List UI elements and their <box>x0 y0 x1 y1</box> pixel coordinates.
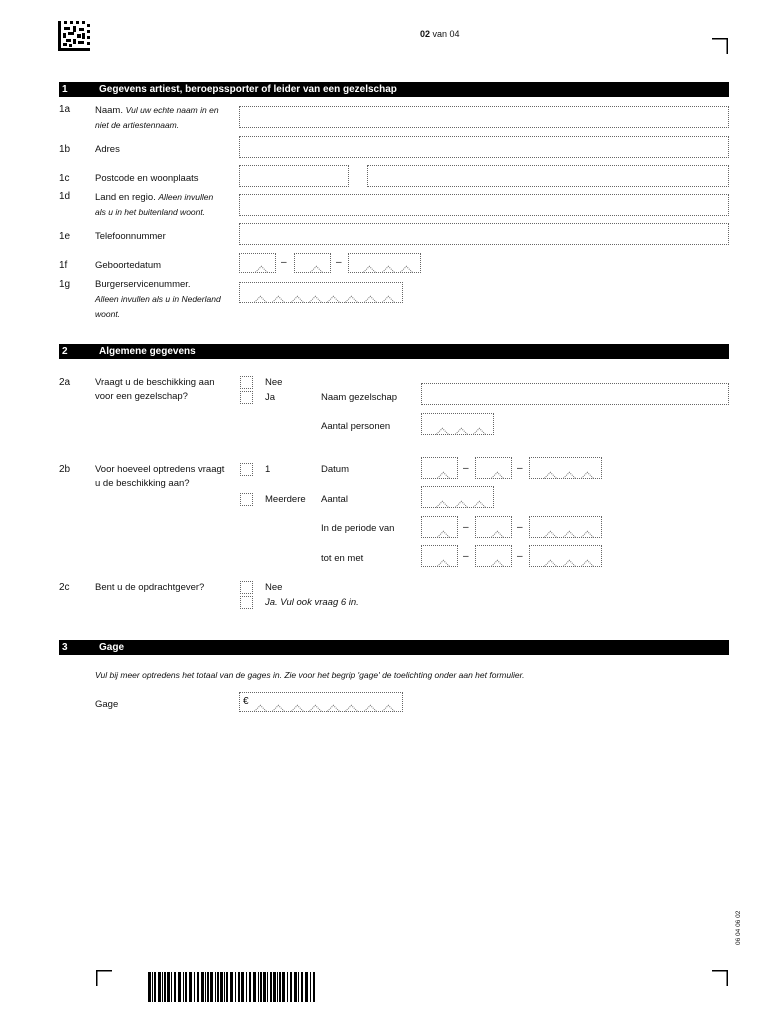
segment-tick <box>327 297 333 302</box>
label-text: Naam. <box>95 105 123 116</box>
barcode-bar <box>215 972 216 1002</box>
segment-tick <box>310 267 316 272</box>
barcode-bar <box>282 972 285 1002</box>
label-text: Burgerservicenummer. <box>95 279 191 290</box>
question-label <box>95 103 225 133</box>
segment-tick <box>272 706 278 711</box>
performances-one-checkbox[interactable] <box>240 463 253 476</box>
barcode-bar <box>189 972 192 1002</box>
barcode-bar <box>298 972 299 1002</box>
segment-tick <box>581 561 587 566</box>
segment-tick <box>255 267 261 272</box>
segment-tick <box>581 532 587 537</box>
segment-tick <box>291 297 297 302</box>
company-name-field[interactable] <box>421 383 729 405</box>
performances-more-checkbox[interactable] <box>240 493 253 506</box>
segment-tick <box>364 297 370 302</box>
segment-tick <box>563 473 569 478</box>
barcode-bar <box>217 972 219 1002</box>
question-number: 1c <box>59 173 70 184</box>
label-text: Land en regio. <box>95 192 156 203</box>
section-number: 3 <box>62 642 68 653</box>
barcode-bar <box>174 972 176 1002</box>
barcode-bar <box>238 972 240 1002</box>
date-separator: – <box>281 257 287 268</box>
date-day-field[interactable] <box>421 457 458 479</box>
barcode-bar <box>235 972 236 1002</box>
persons-count-field[interactable] <box>421 413 494 435</box>
segment-tick <box>309 706 315 711</box>
barcode-bar <box>253 972 256 1002</box>
barcode-bar <box>226 972 228 1002</box>
barcode-bar <box>194 972 195 1002</box>
corner-mark-bottom-left <box>96 970 112 986</box>
section-header-2 <box>59 344 729 359</box>
barcode-bar <box>294 972 297 1002</box>
segment-tick <box>327 706 333 711</box>
segment-tick <box>437 561 443 566</box>
barcode-bar <box>273 972 276 1002</box>
company-yes-checkbox[interactable] <box>240 391 253 404</box>
label-hint: Alleen invullen als u in het buitenland woont. <box>95 192 214 217</box>
barcode-bar <box>287 972 288 1002</box>
barcode-bar <box>152 972 153 1002</box>
segment-tick <box>382 297 388 302</box>
segment-tick <box>544 561 550 566</box>
date-separator: – <box>463 463 469 474</box>
field-label: In de periode van <box>321 523 395 534</box>
barcode-bar <box>246 972 247 1002</box>
barcode-bar <box>164 972 166 1002</box>
company-no-checkbox[interactable] <box>240 376 253 389</box>
segment-tick <box>437 473 443 478</box>
name-field[interactable] <box>239 106 729 128</box>
barcode-bar <box>301 972 303 1002</box>
barcode-bar <box>207 972 209 1002</box>
from-month-field[interactable] <box>475 516 512 538</box>
barcode-bar <box>230 972 233 1002</box>
barcode-bar <box>267 972 268 1002</box>
question-label: Gage <box>95 699 119 710</box>
barcode-bar <box>183 972 184 1002</box>
question-number: 2a <box>59 377 71 388</box>
bsn-field[interactable] <box>239 282 403 303</box>
birth-day-field[interactable] <box>239 253 276 273</box>
corner-mark-top-right <box>712 38 728 54</box>
barcode-bar <box>270 972 272 1002</box>
barcode-bar <box>305 972 308 1002</box>
barcode-bar <box>258 972 259 1002</box>
segment-tick <box>254 297 260 302</box>
barcode-bar <box>263 972 266 1002</box>
euro-sign: € <box>243 696 249 707</box>
to-day-field[interactable] <box>421 545 458 567</box>
performances-count-field[interactable] <box>421 486 494 508</box>
field-label: Naam gezelschap <box>321 392 398 403</box>
birth-month-field[interactable] <box>294 253 331 273</box>
barcode <box>148 972 316 1002</box>
segment-tick <box>400 267 406 272</box>
section-number: 2 <box>62 346 68 357</box>
segment-tick <box>581 473 587 478</box>
segment-tick <box>491 561 497 566</box>
segment-tick <box>455 502 461 507</box>
question-label <box>95 190 225 220</box>
barcode-bar <box>277 972 278 1002</box>
segment-tick <box>491 532 497 537</box>
barcode-bar <box>162 972 163 1002</box>
city-field[interactable] <box>367 165 729 187</box>
date-month-field[interactable] <box>475 457 512 479</box>
date-separator: – <box>463 522 469 533</box>
segment-tick <box>436 502 442 507</box>
field-label: Aantal personen <box>321 421 391 432</box>
section-header-3 <box>59 640 729 655</box>
segment-tick <box>272 297 278 302</box>
barcode-bar <box>167 972 170 1002</box>
question-label <box>95 278 225 322</box>
barcode-bar <box>205 972 206 1002</box>
barcode-bar <box>178 972 181 1002</box>
segment-tick <box>364 706 370 711</box>
question-number: 1d <box>59 191 71 202</box>
date-separator: – <box>336 257 342 268</box>
label-hint: Vul uw echte naam in en niet de artiestennaam. <box>95 105 219 130</box>
date-separator: – <box>463 551 469 562</box>
barcode-bar <box>201 972 204 1002</box>
section-title: Gage <box>99 642 125 653</box>
segment-tick <box>345 297 351 302</box>
segment-tick <box>544 532 550 537</box>
form-code: 06 04 06 02 <box>735 910 742 945</box>
segment-tick <box>563 561 569 566</box>
country-region-field[interactable] <box>239 194 729 216</box>
field-label: Aantal <box>321 494 348 505</box>
segment-tick <box>563 532 569 537</box>
from-year-field[interactable] <box>529 516 602 538</box>
segment-tick <box>291 706 297 711</box>
segment-tick <box>382 267 388 272</box>
date-separator: – <box>517 551 523 562</box>
barcode-bar <box>220 972 223 1002</box>
barcode-bar <box>241 972 244 1002</box>
segment-tick <box>254 706 260 711</box>
question-label: Telefoonnummer <box>95 231 166 242</box>
barcode-bar <box>290 972 292 1002</box>
barcode-bar <box>279 972 281 1002</box>
question-number: 1a <box>59 104 71 115</box>
option-label: Ja <box>265 392 276 403</box>
date-separator: – <box>517 522 523 533</box>
segment-tick <box>455 429 461 434</box>
barcode-bar <box>313 972 315 1002</box>
page-number: 02 <box>420 29 431 39</box>
client-yes-checkbox[interactable] <box>240 596 253 609</box>
label-hint: Alleen invullen als u in Nederland woont. <box>95 294 221 319</box>
gage-field[interactable] <box>239 692 403 712</box>
to-month-field[interactable] <box>475 545 512 567</box>
page-total: van 04 <box>432 29 460 39</box>
date-separator: – <box>517 463 523 474</box>
to-year-field[interactable] <box>529 545 602 567</box>
client-no-checkbox[interactable] <box>240 581 253 594</box>
address-field[interactable] <box>239 136 729 158</box>
question-number: 2b <box>59 464 71 475</box>
option-label: Nee <box>265 582 283 593</box>
barcode-bar <box>224 972 225 1002</box>
datamatrix-code <box>58 21 90 51</box>
barcode-bar <box>185 972 187 1002</box>
question-label: Voor hoeveel optredens vraagt u de beschikking aan? <box>95 464 225 489</box>
segment-tick <box>491 473 497 478</box>
postcode-field[interactable] <box>239 165 349 187</box>
phone-field[interactable] <box>239 223 729 245</box>
from-day-field[interactable] <box>421 516 458 538</box>
barcode-bar <box>171 972 172 1002</box>
corner-mark-bottom-right <box>712 970 728 986</box>
question-label: Vraagt u de beschikking aan voor een gezelschap? <box>95 377 215 402</box>
question-number: 1b <box>59 144 71 155</box>
barcode-bar <box>249 972 251 1002</box>
segment-tick <box>544 473 550 478</box>
birth-year-field[interactable] <box>348 253 421 273</box>
question-label: Bent u de opdrachtgever? <box>95 582 205 593</box>
barcode-bar <box>260 972 262 1002</box>
segment-tick <box>473 429 479 434</box>
segment-tick <box>363 267 369 272</box>
date-year-field[interactable] <box>529 457 602 479</box>
section-number: 1 <box>62 84 68 95</box>
section-title: Algemene gegevens <box>99 346 196 357</box>
field-label: Datum <box>321 464 349 475</box>
segment-tick <box>309 297 315 302</box>
option-label: 1 <box>265 464 271 475</box>
segment-tick <box>436 429 442 434</box>
segment-tick <box>345 706 351 711</box>
section-note: Vul bij meer optredens het totaal van de gages in. Zie voor het begrip 'gage' de toelichting onder aan het formulier. <box>95 670 525 680</box>
section-title: Gegevens artiest, beroepssporter of leider van een gezelschap <box>99 84 397 95</box>
option-label: Meerdere <box>265 494 306 505</box>
question-number: 1g <box>59 279 71 290</box>
question-label: Postcode en woonplaats <box>95 173 199 184</box>
barcode-bar <box>310 972 311 1002</box>
section-header-1 <box>59 82 729 97</box>
question-number: 1e <box>59 231 71 242</box>
page-indicator <box>420 29 460 39</box>
barcode-bar <box>158 972 161 1002</box>
segment-tick <box>437 532 443 537</box>
question-label: Adres <box>95 144 120 155</box>
segment-tick <box>382 706 388 711</box>
question-label: Geboortedatum <box>95 260 162 271</box>
barcode-bar <box>210 972 213 1002</box>
barcode-bar <box>197 972 199 1002</box>
barcode-bar <box>148 972 151 1002</box>
question-number: 1f <box>59 260 68 271</box>
segment-tick <box>473 502 479 507</box>
option-label: Ja. Vul ook vraag 6 in. <box>265 597 359 608</box>
question-number: 2c <box>59 582 70 593</box>
option-label: Nee <box>265 377 283 388</box>
field-label: tot en met <box>321 553 364 564</box>
barcode-bar <box>154 972 156 1002</box>
